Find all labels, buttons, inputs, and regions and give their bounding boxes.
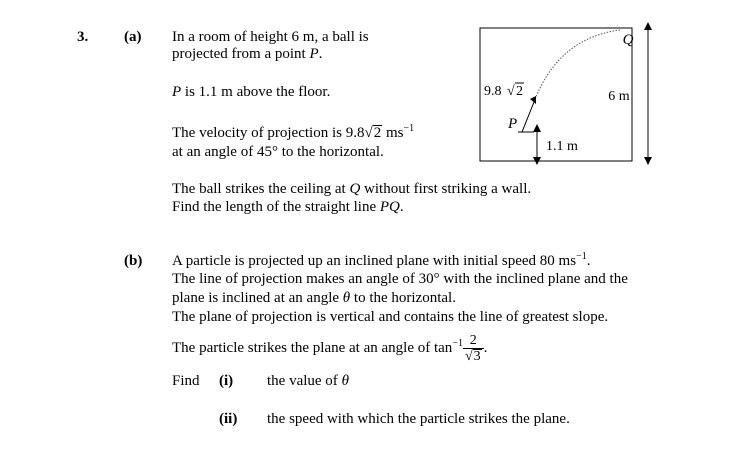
part-b-line1: A particle is projected up an inclined plane with initial speed 80 $ms^{-1}$. xyxy=(172,251,591,269)
label-6m: 6 m xyxy=(608,89,630,104)
sub-ii-label: (ii) xyxy=(219,411,238,427)
projectile-diagram xyxy=(470,20,670,170)
part-a-line7: Find the length of the straight line PQ. xyxy=(172,199,404,215)
sub-ii-text: the speed with which the particle strikes the plane. xyxy=(267,411,570,427)
label-p: P xyxy=(508,116,518,132)
label-velocity-coeff: 9.8 xyxy=(484,84,502,99)
sub-i-text: the value of θ xyxy=(267,373,349,389)
label-velocity-root: 2 xyxy=(516,84,523,99)
part-b-line4: The plane of projection is vertical and contains the line of greatest slope. xyxy=(172,309,609,325)
part-b-label: (b) xyxy=(124,253,143,269)
velocity-line xyxy=(522,102,534,132)
sub-i-label: (i) xyxy=(219,373,234,389)
label-q: Q xyxy=(622,32,634,48)
part-a-label: (a) xyxy=(124,29,142,45)
part-b-line3: plane is inclined at an angle θ to the horizontal. xyxy=(172,290,456,306)
label-1-1m: 1.1 m xyxy=(546,139,578,154)
trajectory-path xyxy=(534,30,620,102)
part-a-line2: projected from a point P. xyxy=(172,46,323,62)
part-a-line3: P is 1.1 m above the floor. xyxy=(172,84,331,100)
tan-fraction: $\frac{2}{√3}$ xyxy=(463,333,484,364)
part-a-line6: The ball strikes the ceiling at Q without first striking a wall. xyxy=(172,181,532,197)
find-label: Find xyxy=(172,373,200,389)
part-b-line2: The line of projection makes an angle of 30° with the inclined plane and the xyxy=(172,271,628,287)
question-number: 3. xyxy=(77,29,89,45)
part-a-line5: at an angle of 45° to the horizontal. xyxy=(172,144,384,160)
label-velocity-sqrt: √ xyxy=(507,84,515,99)
velocity-arrowhead xyxy=(530,96,536,104)
part-a-line4: The velocity of projection is 9.8√2 $ms^{-1}$ xyxy=(172,123,415,141)
part-b-line5: The particle strikes the plane at an angle of $\tan^{-1}$ $\frac{2}{√3}$ . xyxy=(172,333,488,365)
part-a-line1: In a room of height 6 m, a ball is xyxy=(172,29,369,45)
